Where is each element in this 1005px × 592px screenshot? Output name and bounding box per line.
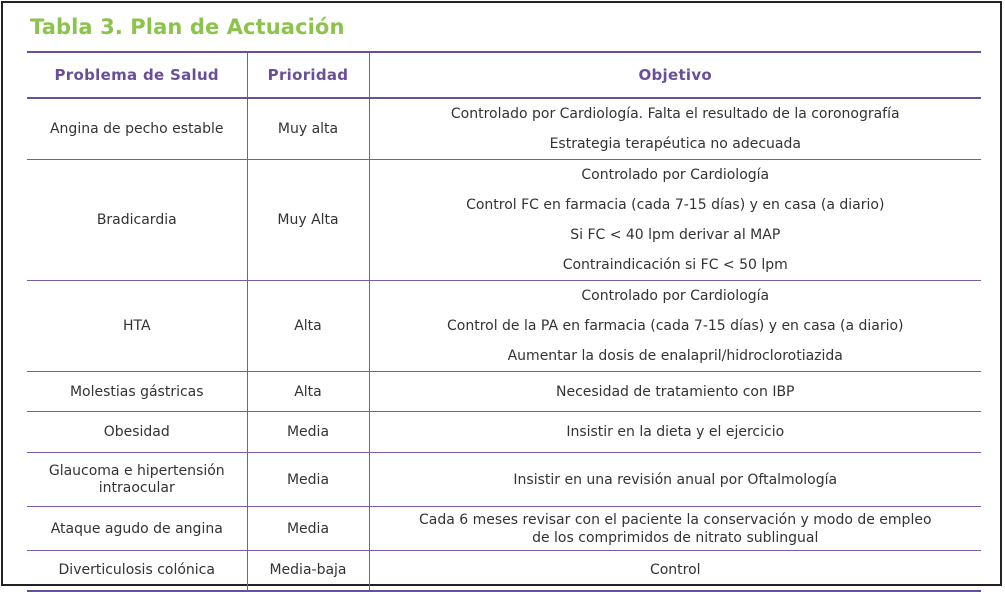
cell-objetivo <box>369 98 981 160</box>
objetivo-line: Control FC en farmacia (cada 7-15 días) y en casa (a diario) <box>466 197 885 213</box>
cell-problema: Obesidad <box>27 412 247 453</box>
objetivo-line: Control de la PA en farmacia (cada 7-15 días) y en casa (a diario) <box>446 318 904 334</box>
objetivo-line: Aumentar la dosis de enalapril/hidroclorotiazida <box>507 348 843 364</box>
cell-problema: Ataque agudo de angina <box>27 507 247 551</box>
table-title: Tabla 3. Plan de Actuación <box>30 15 345 39</box>
cell-problema: Diverticulosis colónica <box>27 551 247 591</box>
cell-prioridad: Media <box>247 453 369 507</box>
table-row <box>27 453 981 507</box>
objetivo-line: Cada 6 meses revisar con el paciente la conservación y modo de empleo <box>418 511 932 528</box>
cell-objetivo <box>369 281 981 372</box>
cell-objetivo <box>369 160 981 281</box>
cell-prioridad: Media-baja <box>247 551 369 591</box>
cell-objetivo <box>369 551 981 591</box>
cell-problema: Glaucoma e hipertensión intraocular <box>27 453 247 507</box>
objetivo-line: Estrategia terapéutica no adecuada <box>549 136 801 152</box>
cell-problema: HTA <box>27 281 247 372</box>
cell-prioridad: Alta <box>247 372 369 412</box>
objetivo-line: Controlado por Cardiología. Falta el resultado de la coronografía <box>450 106 900 122</box>
cell-prioridad: Muy alta <box>247 98 369 160</box>
objetivo-line: Si FC < 40 lpm derivar al MAP <box>570 227 781 243</box>
cell-problema: Bradicardia <box>27 160 247 281</box>
objetivo-line: Controlado por Cardiología <box>581 167 770 183</box>
header-problema: Problema de Salud <box>27 52 247 98</box>
cell-problema: Molestias gástricas <box>27 372 247 412</box>
objetivo-line: Insistir en una revisión anual por Oftalmología <box>513 471 838 488</box>
cell-problema: Angina de pecho estable <box>27 98 247 160</box>
header-row <box>27 52 981 98</box>
cell-prioridad: Media <box>247 412 369 453</box>
header-objetivo: Objetivo <box>369 52 981 98</box>
cell-prioridad: Media <box>247 507 369 551</box>
table-row <box>27 160 981 281</box>
objetivo-line: de los comprimidos de nitrato sublingual <box>532 529 819 546</box>
objetivo-line: Insistir en la dieta y el ejercicio <box>566 424 785 440</box>
cell-objetivo <box>369 453 981 507</box>
table-row <box>27 507 981 551</box>
objetivo-line: Control <box>649 562 701 579</box>
document-frame <box>1 1 1002 586</box>
table-row <box>27 281 981 372</box>
objetivo-line: Contraindicación si FC < 50 lpm <box>562 257 788 273</box>
table-row <box>27 551 981 591</box>
cell-objetivo <box>369 372 981 412</box>
cell-prioridad: Muy Alta <box>247 160 369 281</box>
table-row <box>27 372 981 412</box>
table-row <box>27 98 981 160</box>
table-row <box>27 412 981 453</box>
header-prioridad: Prioridad <box>247 52 369 98</box>
cell-objetivo <box>369 507 981 551</box>
cell-objetivo <box>369 412 981 453</box>
objetivo-line: Necesidad de tratamiento con IBP <box>555 383 795 400</box>
objetivo-line: Controlado por Cardiología <box>581 288 770 304</box>
cell-prioridad: Alta <box>247 281 369 372</box>
action-plan-table <box>27 51 981 592</box>
